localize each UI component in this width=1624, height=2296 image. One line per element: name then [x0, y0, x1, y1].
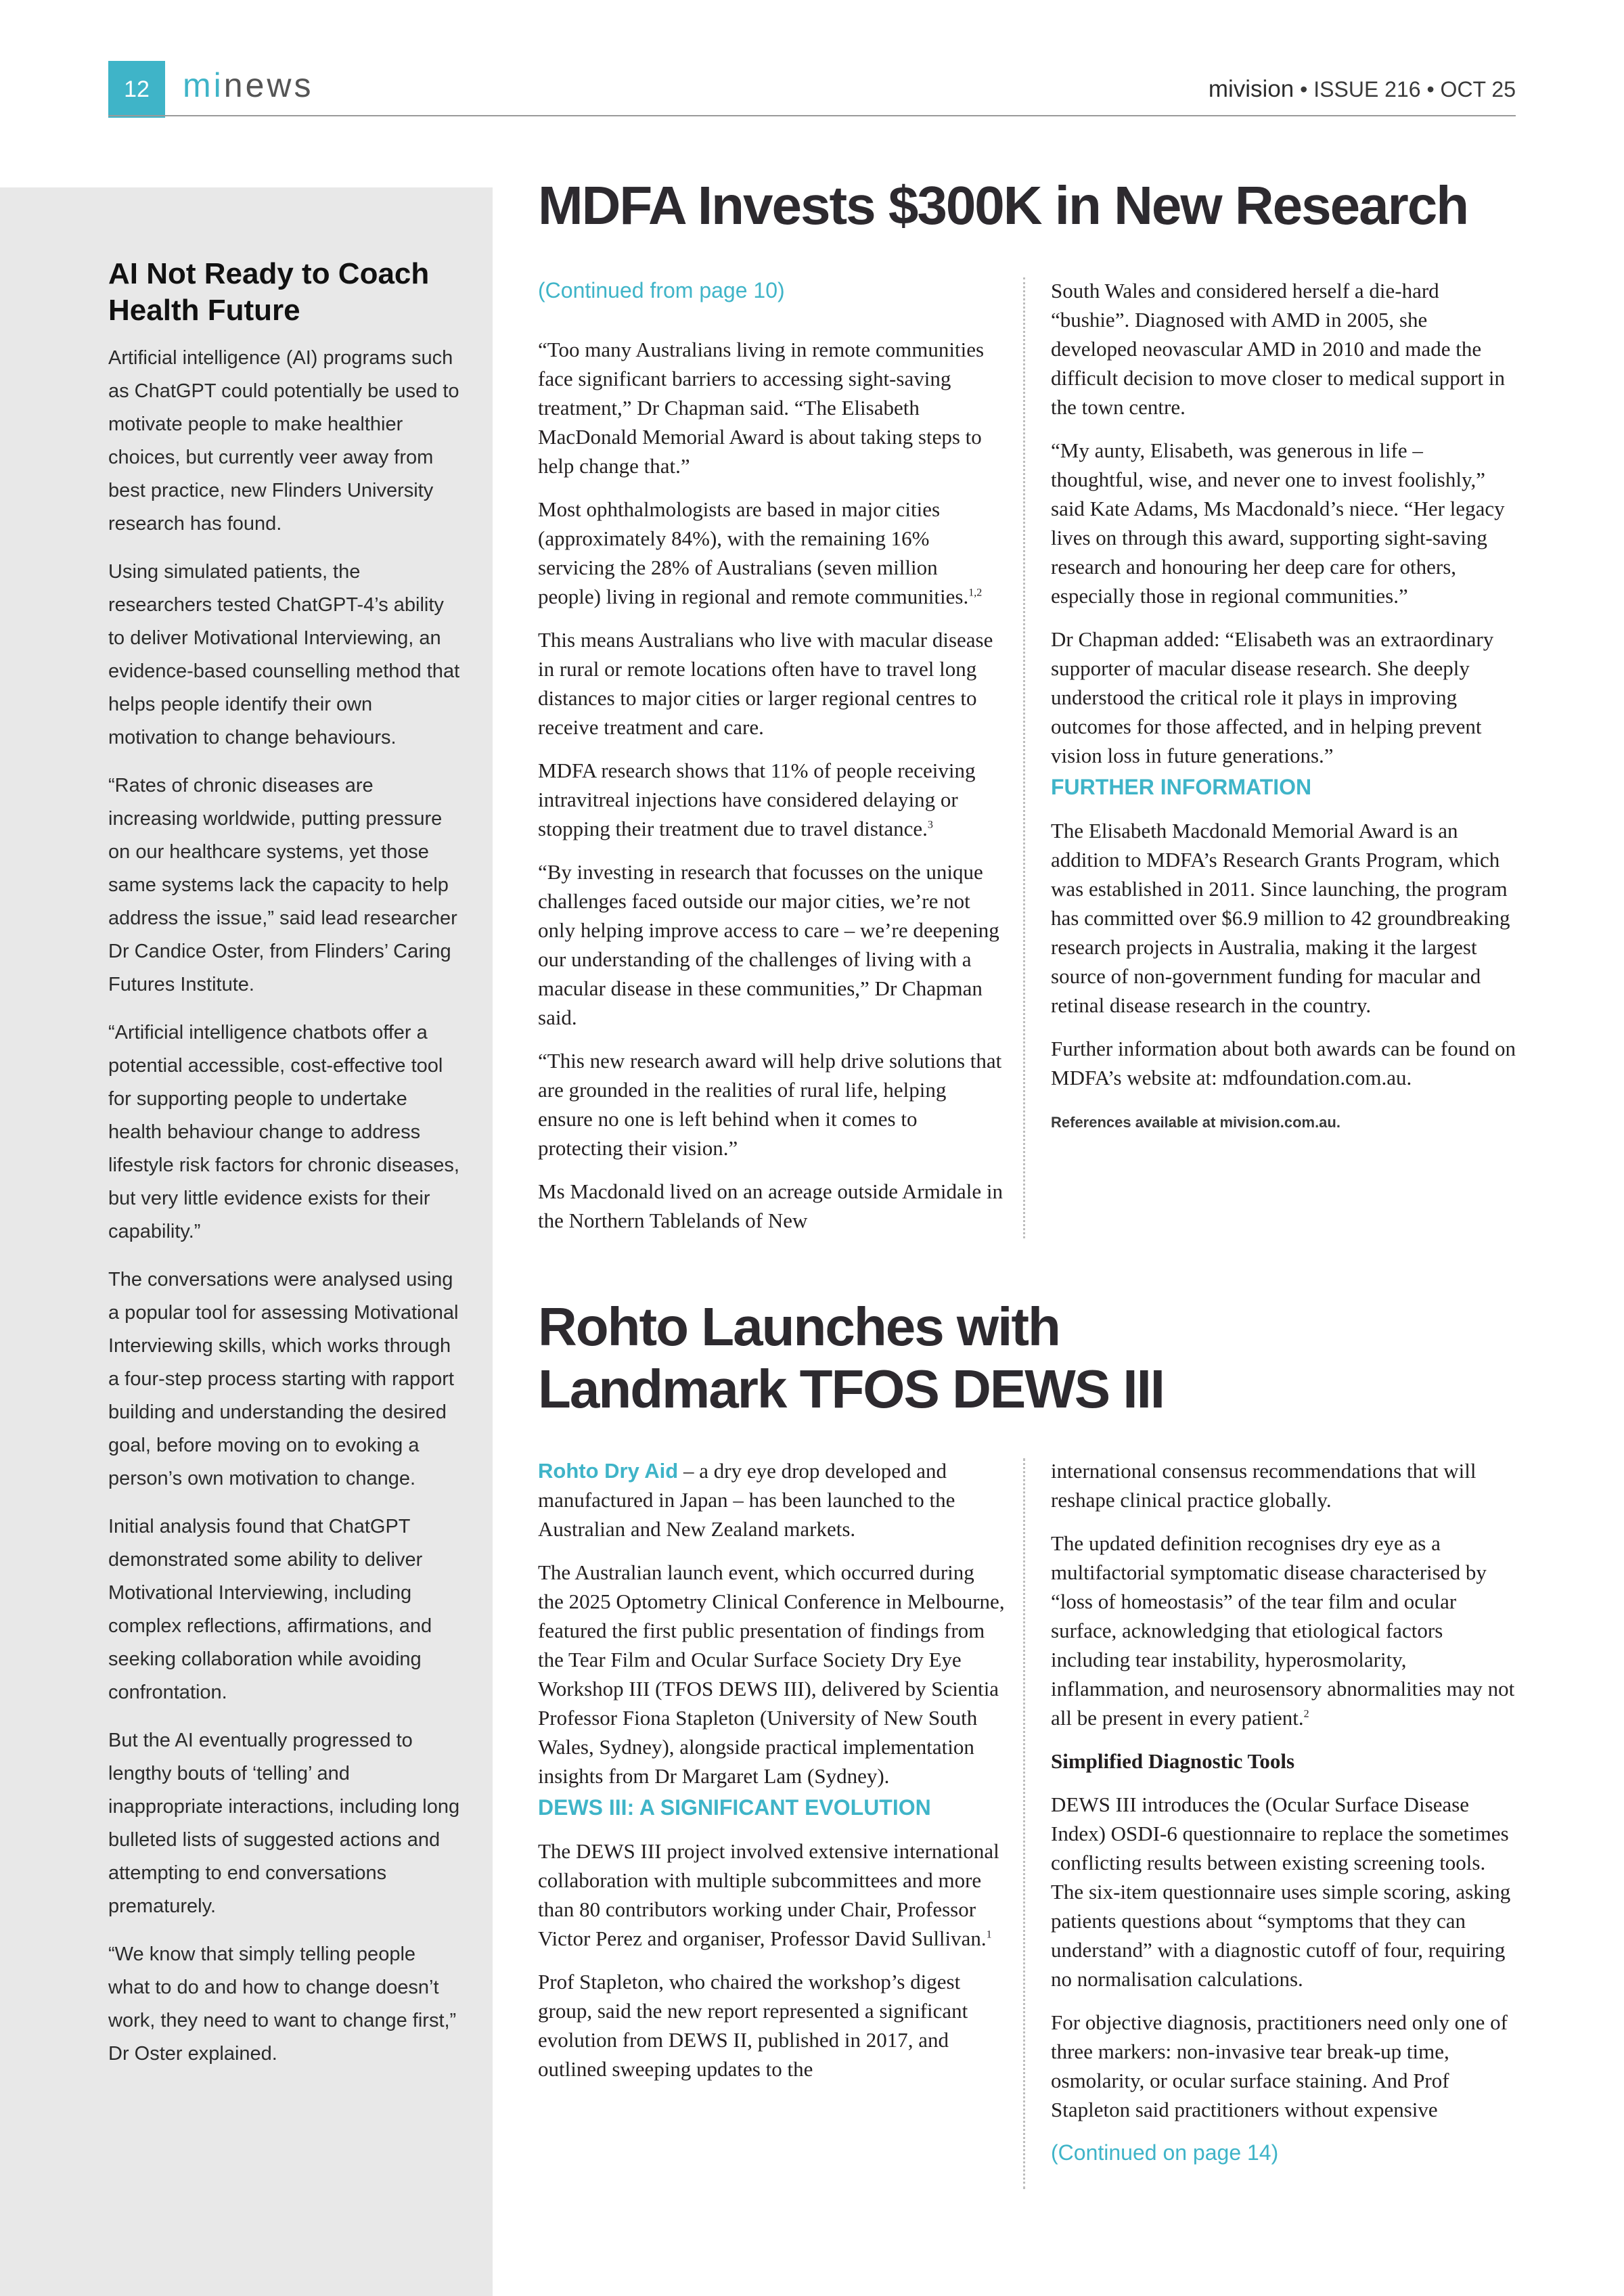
column-divider	[1023, 277, 1025, 1238]
article2-column-1	[538, 1456, 1005, 2098]
dews-evolution-heading: DEWS III: A SIGNIFICANT EVOLUTION	[538, 1795, 931, 1820]
section-name-mi: mi	[183, 66, 224, 104]
header-rule	[108, 115, 1516, 116]
article2-paragraph: The updated definition recognises dry eye as a multifactorial symptomatic disease characterised by “loss of homeostasis” of the tear film and ocular surface, acknowledging that etiological factors including tear instability, hyperosmolarity, inflammation, and neurosensory abnormalities may not all be present in every patient.$^2$	[1051, 1531, 1515, 1730]
sidebar-paragraph: Using simulated patients, the researchers tested ChatGPT-4’s ability to deliver Motivational Interviewing, an evidence-based counselling method that helps people identify their own motivation to change behaviours.	[108, 561, 460, 748]
column-divider	[1023, 1458, 1025, 2189]
continued-from-link[interactable]: (Continued from page 10)	[538, 278, 785, 302]
footnote-ref: 1,2	[968, 587, 983, 599]
footnote-ref: 2	[1303, 1708, 1309, 1720]
brand-name: Rohto Dry Aid	[538, 1459, 679, 1483]
article2-paragraph: Prof Stapleton, who chaired the workshop’s digest group, said the new report represented a significant evolution from DEWS II, published in 2017, and outlined sweeping updates to the	[538, 1970, 968, 2081]
article1-paragraph: “My aunty, Elisabeth, was generous in life – thoughtful, wise, and never one to invest foolishly,” said Kate Adams, Ms Macdonald’s niece. “Her legacy lives on through this award, supporting sight-saving research and honouring her deep care for others, especially those in regional communities.”	[1051, 438, 1505, 608]
masthead-brand: mivision	[1208, 76, 1294, 102]
sidebar-title: AI Not Ready to Coach Health Future	[108, 257, 430, 327]
sidebar-paragraph: Initial analysis found that ChatGPT demonstrated some ability to deliver Motivational Interviewing, including complex reflections, affirmations, and seeking collaboration while avoiding confrontation.	[108, 1516, 432, 1703]
article2-paragraph: international consensus recommendations that will reshape clinical practice globally.	[1051, 1459, 1476, 1512]
article1-paragraph: Dr Chapman added: “Elisabeth was an extraordinary supporter of macular disease research. She deeply understood the critical role it plays in improving outcomes for those affected, and in helping prevent vision loss in future generations.”	[1051, 627, 1494, 767]
page-number: 12	[108, 61, 165, 118]
simplified-tools-heading: Simplified Diagnostic Tools	[1051, 1749, 1295, 1773]
article2-paragraph: Rohto Dry Aid – a dry eye drop developed and manufactured in Japan – has been launched to the Australian and New Zealand markets.	[538, 1459, 955, 1541]
article1-paragraph: The Elisabeth Macdonald Memorial Award is an addition to MDFA’s Research Grants Program, which was established in 2011. Since launching, the program has committed over $6.9 million to 42 groundbreaking research projects in Australia, making it the largest source of non-government funding for macular and retinal disease research in the country.	[1051, 819, 1510, 1017]
further-information-heading: FURTHER INFORMATION	[1051, 775, 1312, 799]
article1-headline: MDFA Invests $300K in New Research	[538, 175, 1468, 235]
article2-paragraph: For objective diagnosis, practitioners need only one of three markers: non-invasive tear break-up time, osmolarity, or ocular surface staining. And Prof Stapleton said practitioners without expensive	[1051, 2010, 1508, 2121]
article1-column-2	[1051, 276, 1518, 1147]
article1-paragraph: This means Australians who live with macular disease in rural or remote locations often have to travel long distances to major cities or larger regional centres to receive treatment and care.	[538, 628, 993, 739]
continued-on-link[interactable]: (Continued on page 14)	[1051, 2140, 1279, 2165]
article2-paragraph: DEWS III introduces the (Ocular Surface Disease Index) OSDI-6 questionnaire to replace the sometimes conflicting results between existing screening tools. The six-item questionnaire uses simple scoring, asking patients questions about “symptoms that they can understand” with a diagnostic cutoff of four, requiring no normalisation calculations.	[1051, 1793, 1511, 1991]
sidebar-paragraph: “We know that simply telling people what to do and how to change doesn’t work, they need to want to change first,” Dr Oster explained.	[108, 1943, 457, 2065]
footnote-ref: 1	[986, 1929, 992, 1941]
page-header	[0, 0, 1624, 122]
article1-paragraph: South Wales and considered herself a die-hard “bushie”. Diagnosed with AMD in 2005, she developed neovascular AMD in 2010 and made the difficult decision to move closer to medical support in the town centre.	[1051, 279, 1505, 419]
sidebar-paragraph: But the AI eventually progressed to lengthy bouts of ‘telling’ and inappropriate interactions, including long bulleted lists of suggested actions and attempting to end conversations prematurely.	[108, 1730, 460, 1917]
article1-paragraph: MDFA research shows that 11% of people receiving intravitreal injections have considered delaying or stopping their treatment due to travel distance.$^3$	[538, 759, 976, 840]
article2-column-2	[1051, 1456, 1518, 2182]
article1-paragraph: Ms Macdonald lived on an acreage outside Armidale in the Northern Tablelands of New	[538, 1179, 1003, 1232]
sidebar-paragraph: “Rates of chronic diseases are increasing worldwide, putting pressure on our healthcare systems, yet those same systems lack the capacity to help address the issue,” said lead researcher Dr Candice Oster, from Flinders’ Caring Futures Institute.	[108, 775, 457, 995]
sidebar-paragraph: Artificial intelligence (AI) programs such as ChatGPT could potentially be used to motivate people to make healthier choices, but currently veer away from best practice, new Flinders University research has found.	[108, 347, 459, 535]
footnote-ref: 3	[927, 819, 933, 831]
section-name	[183, 65, 314, 106]
article1-paragraph: “This new research award will help drive solutions that are grounded in the realities of rural life, helping ensure no one is left behind when it comes to protecting their vision.”	[538, 1049, 1002, 1160]
sidebar-paragraph: The conversations were analysed using a popular tool for assessing Motivational Interviewing skills, which works through a four-step process starting with rapport building and understanding the desired goal, before moving on to evoking a person’s own motivation to change.	[108, 1269, 459, 1489]
article1-paragraph: “Too many Australians living in remote communities face significant barriers to accessing sight-saving treatment,” Dr Chapman said. “The Elisabeth MacDonald Memorial Award is about taking steps to help change that.”	[538, 338, 985, 478]
article2-headline-line2: Landmark TFOS DEWS III	[538, 1359, 1165, 1419]
masthead	[1209, 76, 1516, 103]
references-note: References available at mivision.com.au.	[1051, 1114, 1340, 1131]
article2-headline	[538, 1296, 1519, 1420]
sidebar-paragraph: “Artificial intelligence chatbots offer a potential accessible, cost-effective tool for supporting people to undertake health behaviour change to address lifestyle risk factors for chronic diseases, but very little evidence exists for their capability.”	[108, 1022, 459, 1242]
article2-paragraph: The Australian launch event, which occurred during the 2025 Optometry Clinical Conference in Melbourne, featured the first public presentation of findings from the Tear Film and Ocular Surface Society Dry Eye Workshop III (TFOS DEWS III), delivered by Scientia Professor Fiona Stapleton (University of New South Wales, Sydney), alongside practical implementation insights from Dr Margaret Lam (Sydney).	[538, 1560, 1005, 1788]
article1-paragraph: Further information about both awards can be found on MDFA’s website at: mdfoundation.com.au.	[1051, 1037, 1516, 1089]
article1-paragraph: Most ophthalmologists are based in major cities (approximately 84%), with the remaining 16% servicing the 28% of Australians (seven million people) living in regional and remote communities.$^{1,2}$	[538, 497, 983, 608]
section-name-news: news	[223, 66, 314, 104]
masthead-issue: • ISSUE 216 • OCT 25	[1300, 77, 1516, 102]
article2-paragraph: The DEWS III project involved extensive international collaboration with multiple subcommittees and more than 80 contributors working under Chair, Professor Victor Perez and organiser, Professor David Sullivan.$^1$	[538, 1839, 999, 1950]
article1-paragraph: “By investing in research that focusses on the unique challenges faced outside our major cities, we’re not only helping improve access to care – we’re deepening our understanding of the challenges of living with a macular disease in these communities,” Dr Chapman said.	[538, 860, 999, 1029]
article2-headline-line1: Rohto Launches with	[538, 1297, 1060, 1357]
article1-column-1	[538, 276, 1005, 1249]
sidebar-body	[108, 342, 460, 2086]
